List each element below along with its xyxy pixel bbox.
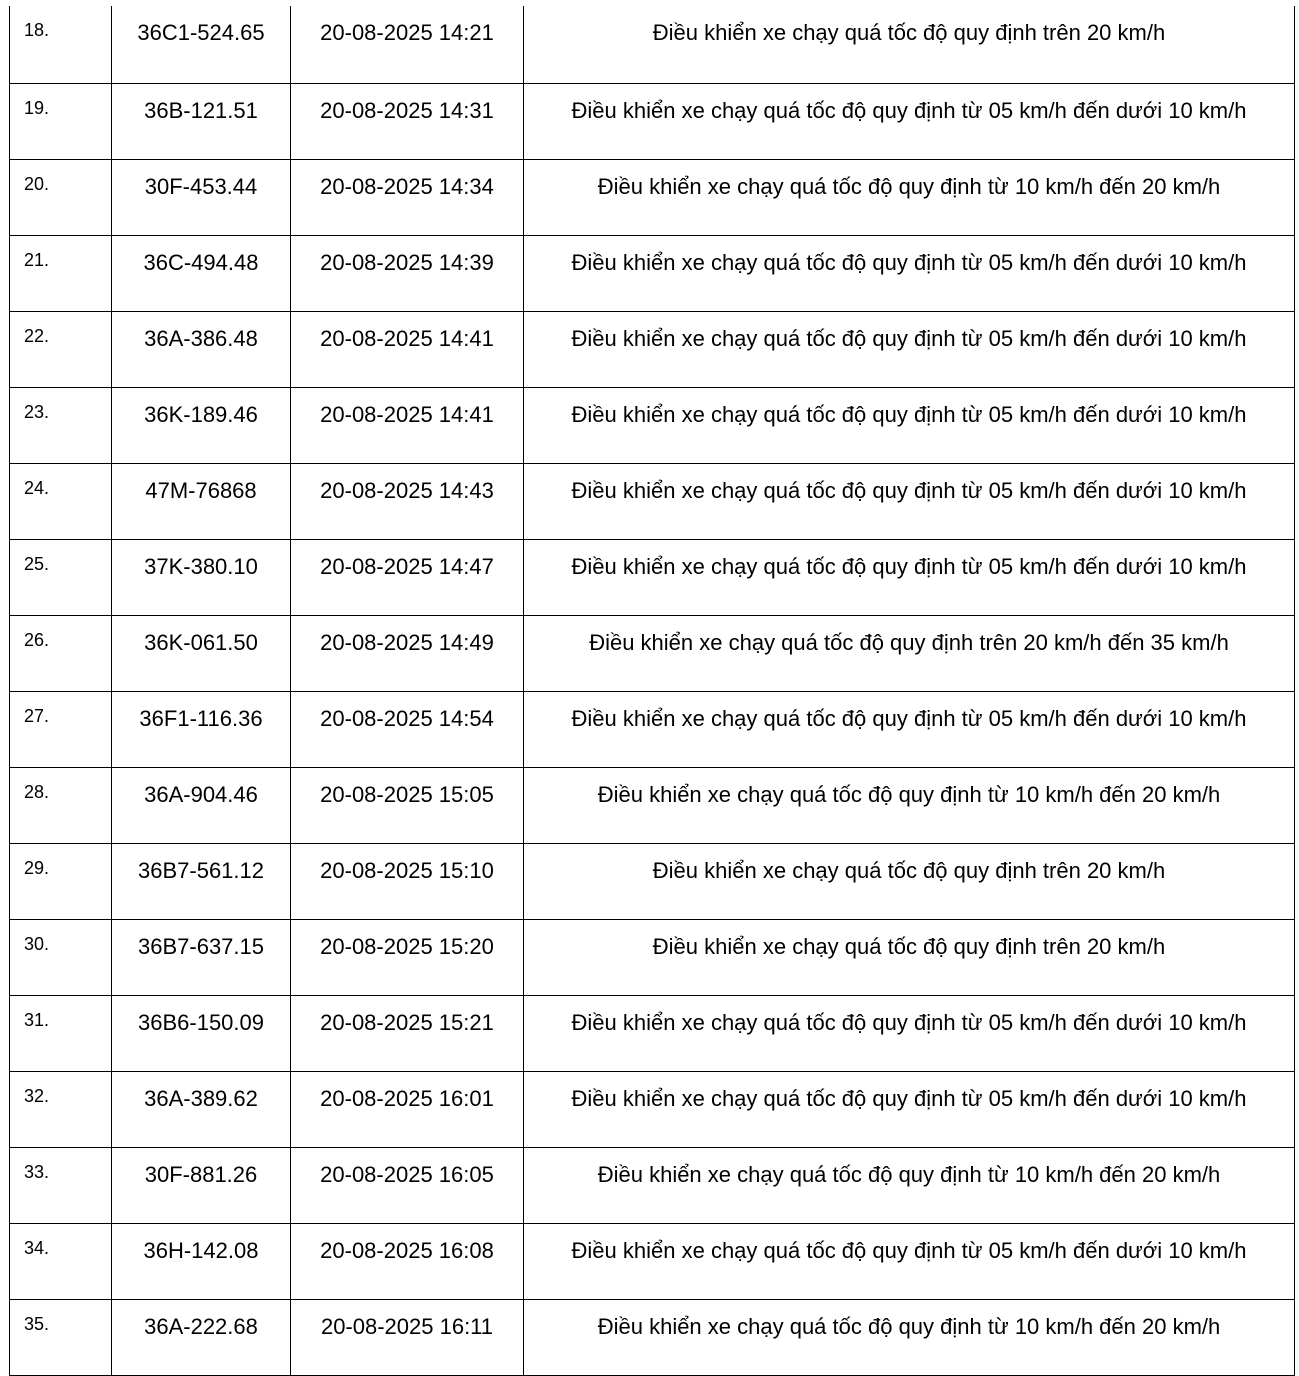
table-row: [10, 1299, 1295, 1375]
row-number: 34.: [10, 1223, 112, 1299]
violation-description: Điều khiển xe chạy quá tốc độ quy định từ 05 km/h đến dưới 10 km/h: [524, 387, 1295, 463]
table-row: [10, 1071, 1295, 1147]
violation-time: 20-08-2025 14:54: [291, 691, 524, 767]
violation-time: 20-08-2025 14:41: [291, 311, 524, 387]
license-plate: 47M-76868: [112, 463, 291, 539]
violation-description: Điều khiển xe chạy quá tốc độ quy định từ 05 km/h đến dưới 10 km/h: [524, 235, 1295, 311]
license-plate: 30F-453.44: [112, 159, 291, 235]
violation-description: Điều khiển xe chạy quá tốc độ quy định từ 10 km/h đến 20 km/h: [524, 767, 1295, 843]
row-number: 20.: [10, 159, 112, 235]
row-number: 22.: [10, 311, 112, 387]
violations-table-container: [9, 6, 1295, 1376]
row-number: 26.: [10, 615, 112, 691]
violation-time: 20-08-2025 14:39: [291, 235, 524, 311]
license-plate: 36A-389.62: [112, 1071, 291, 1147]
license-plate: 30F-881.26: [112, 1147, 291, 1223]
license-plate: 36K-061.50: [112, 615, 291, 691]
violation-description: Điều khiển xe chạy quá tốc độ quy định trên 20 km/h: [524, 919, 1295, 995]
violation-time: 20-08-2025 14:49: [291, 615, 524, 691]
violation-time: 20-08-2025 15:20: [291, 919, 524, 995]
violation-description: Điều khiển xe chạy quá tốc độ quy định trên 20 km/h: [524, 6, 1295, 83]
violation-description: Điều khiển xe chạy quá tốc độ quy định trên 20 km/h đến 35 km/h: [524, 615, 1295, 691]
violation-time: 20-08-2025 14:43: [291, 463, 524, 539]
table-row: [10, 995, 1295, 1071]
license-plate: 36B7-561.12: [112, 843, 291, 919]
violations-table-body: [10, 6, 1295, 1375]
violation-description: Điều khiển xe chạy quá tốc độ quy định từ 10 km/h đến 20 km/h: [524, 1299, 1295, 1375]
violation-time: 20-08-2025 14:34: [291, 159, 524, 235]
violation-time: 20-08-2025 14:31: [291, 83, 524, 159]
row-number: 24.: [10, 463, 112, 539]
table-row: [10, 691, 1295, 767]
row-number: 27.: [10, 691, 112, 767]
violation-time: 20-08-2025 14:21: [291, 6, 524, 83]
violation-time: 20-08-2025 15:05: [291, 767, 524, 843]
violation-time: 20-08-2025 16:11: [291, 1299, 524, 1375]
row-number: 35.: [10, 1299, 112, 1375]
table-row: [10, 1223, 1295, 1299]
violation-time: 20-08-2025 14:47: [291, 539, 524, 615]
violation-time: 20-08-2025 15:21: [291, 995, 524, 1071]
license-plate: 36A-222.68: [112, 1299, 291, 1375]
violation-time: 20-08-2025 16:05: [291, 1147, 524, 1223]
violation-description: Điều khiển xe chạy quá tốc độ quy định từ 05 km/h đến dưới 10 km/h: [524, 1071, 1295, 1147]
table-row: [10, 83, 1295, 159]
table-row: [10, 159, 1295, 235]
table-row: [10, 311, 1295, 387]
table-row: [10, 919, 1295, 995]
violations-table: [9, 6, 1295, 1376]
license-plate: 36B7-637.15: [112, 919, 291, 995]
table-row: [10, 6, 1295, 83]
row-number: 25.: [10, 539, 112, 615]
license-plate: 36C1-524.65: [112, 6, 291, 83]
license-plate: 36A-386.48: [112, 311, 291, 387]
row-number: 29.: [10, 843, 112, 919]
violation-description: Điều khiển xe chạy quá tốc độ quy định từ 10 km/h đến 20 km/h: [524, 159, 1295, 235]
violation-time: 20-08-2025 14:41: [291, 387, 524, 463]
violation-description: Điều khiển xe chạy quá tốc độ quy định từ 05 km/h đến dưới 10 km/h: [524, 83, 1295, 159]
table-row: [10, 539, 1295, 615]
license-plate: 36H-142.08: [112, 1223, 291, 1299]
table-row: [10, 615, 1295, 691]
license-plate: 37K-380.10: [112, 539, 291, 615]
license-plate: 36B-121.51: [112, 83, 291, 159]
violation-description: Điều khiển xe chạy quá tốc độ quy định từ 05 km/h đến dưới 10 km/h: [524, 539, 1295, 615]
violation-description: Điều khiển xe chạy quá tốc độ quy định từ 10 km/h đến 20 km/h: [524, 1147, 1295, 1223]
row-number: 28.: [10, 767, 112, 843]
license-plate: 36A-904.46: [112, 767, 291, 843]
row-number: 19.: [10, 83, 112, 159]
violation-time: 20-08-2025 16:08: [291, 1223, 524, 1299]
license-plate: 36B6-150.09: [112, 995, 291, 1071]
row-number: 30.: [10, 919, 112, 995]
table-row: [10, 463, 1295, 539]
license-plate: 36C-494.48: [112, 235, 291, 311]
violation-description: Điều khiển xe chạy quá tốc độ quy định từ 05 km/h đến dưới 10 km/h: [524, 691, 1295, 767]
table-row: [10, 843, 1295, 919]
violation-description: Điều khiển xe chạy quá tốc độ quy định từ 05 km/h đến dưới 10 km/h: [524, 1223, 1295, 1299]
license-plate: 36F1-116.36: [112, 691, 291, 767]
row-number: 33.: [10, 1147, 112, 1223]
table-row: [10, 235, 1295, 311]
table-row: [10, 767, 1295, 843]
violation-description: Điều khiển xe chạy quá tốc độ quy định từ 05 km/h đến dưới 10 km/h: [524, 995, 1295, 1071]
row-number: 23.: [10, 387, 112, 463]
row-number: 21.: [10, 235, 112, 311]
violation-description: Điều khiển xe chạy quá tốc độ quy định từ 05 km/h đến dưới 10 km/h: [524, 463, 1295, 539]
license-plate: 36K-189.46: [112, 387, 291, 463]
table-row: [10, 1147, 1295, 1223]
row-number: 31.: [10, 995, 112, 1071]
violation-description: Điều khiển xe chạy quá tốc độ quy định trên 20 km/h: [524, 843, 1295, 919]
table-row: [10, 387, 1295, 463]
violation-time: 20-08-2025 15:10: [291, 843, 524, 919]
row-number: 32.: [10, 1071, 112, 1147]
violation-time: 20-08-2025 16:01: [291, 1071, 524, 1147]
row-number: 18.: [10, 6, 112, 83]
violation-description: Điều khiển xe chạy quá tốc độ quy định từ 05 km/h đến dưới 10 km/h: [524, 311, 1295, 387]
